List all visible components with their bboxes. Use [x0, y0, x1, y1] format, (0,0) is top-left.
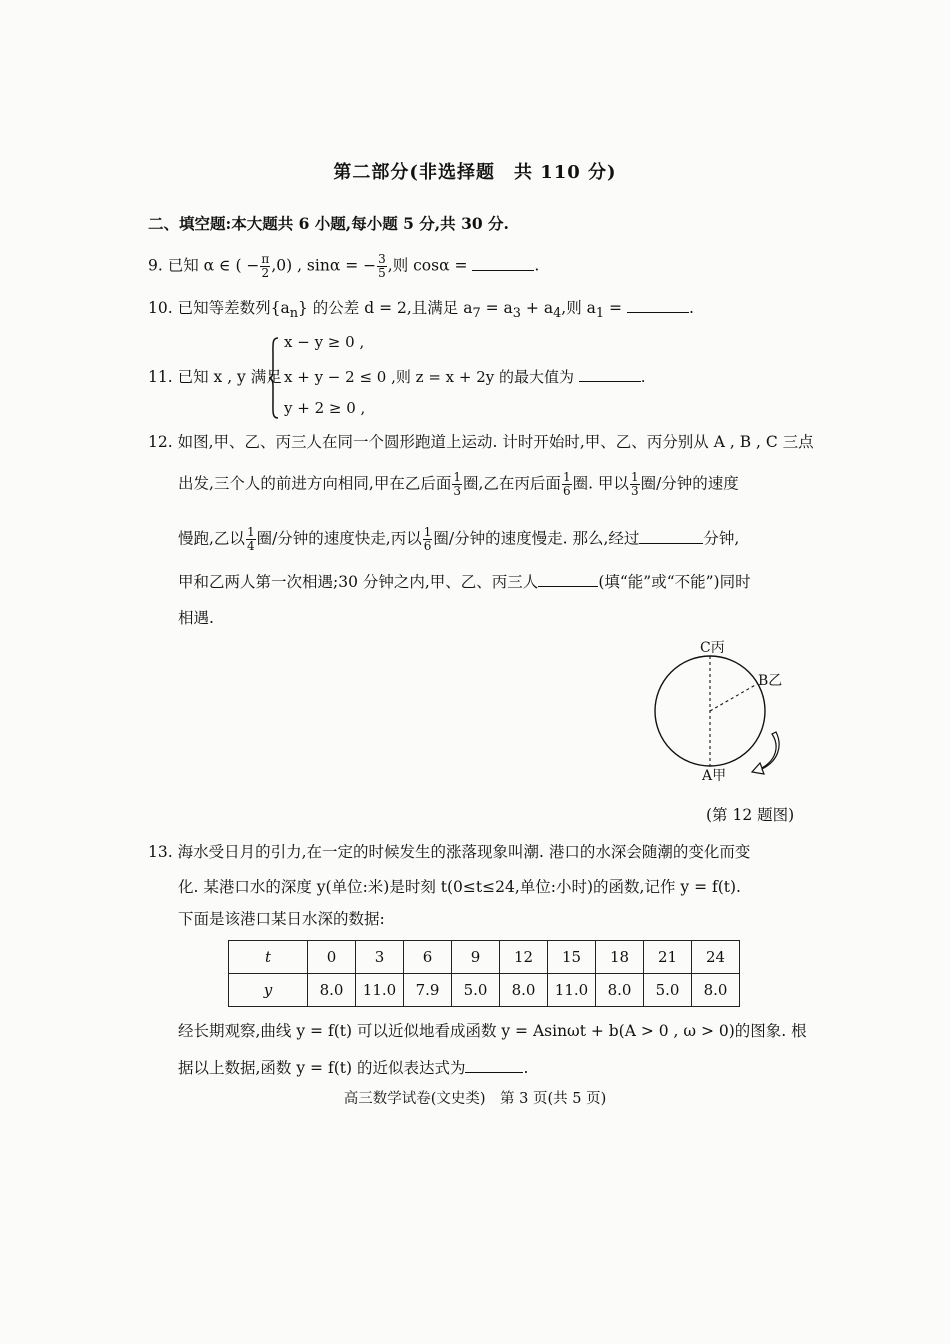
- q12-frac-1-3: $\frac{1}{3}$: [453, 470, 461, 498]
- table-cell: 18: [596, 941, 644, 974]
- q11-end: .: [640, 368, 646, 386]
- q11-brace: [268, 336, 280, 420]
- q12-text-4a: 甲和乙两人第一次相遇;30 分钟之内,甲、乙、丙三人: [178, 573, 539, 591]
- q9-text-1: 已知 α ∈ ( −: [167, 256, 260, 275]
- q10-number: 10.: [148, 299, 173, 317]
- q12-text-3a: 慢跑,乙以: [178, 529, 245, 548]
- q13-text-5: 据以上数据,函数 y = f(t) 的近似表达式为: [178, 1059, 466, 1077]
- q10-text-3: = a: [480, 299, 513, 317]
- direction-arrow-icon: [752, 732, 779, 774]
- q13-line-3: 下面是该港口某日水深的数据:: [178, 910, 385, 928]
- q11-constraint-2: [284, 366, 646, 387]
- q13-line-5: [178, 1057, 528, 1079]
- page-footer: 高三数学试卷(文史类) 第 3 页(共 5 页): [343, 1091, 607, 1107]
- q12-answer-blank-1[interactable]: [639, 529, 703, 544]
- table-row-t: [229, 941, 740, 974]
- q12-text-3d: 分钟,: [703, 529, 740, 548]
- table-cell: 5.0: [644, 974, 692, 1007]
- fig-label-c: C丙: [700, 640, 725, 656]
- q12-text-2c: 圈. 甲以: [572, 474, 629, 493]
- q12-text-2d: 圈/分钟的速度: [640, 474, 739, 493]
- table-cell: 8.0: [308, 974, 356, 1007]
- q9-frac-pi-over-2: $\frac{\pi}{2}$: [261, 252, 270, 280]
- table-cell: 7.9: [404, 974, 452, 1007]
- q9-frac-3-over-5: $\frac{3}{5}$: [378, 252, 386, 280]
- q9-text-3: ,则 cosα =: [387, 256, 468, 275]
- q10-answer-blank[interactable]: [627, 298, 689, 313]
- q13-number: 13.: [148, 843, 173, 861]
- q13-answer-blank[interactable]: [465, 1058, 523, 1073]
- table-cell: 0: [308, 941, 356, 974]
- q10-text-4: + a: [520, 299, 554, 317]
- q12-number: 12.: [148, 433, 173, 451]
- q10-text-1: 已知等差数列{a: [177, 299, 290, 317]
- q12-text-3c: 圈/分钟的速度慢走. 那么,经过: [433, 529, 640, 548]
- q10-sub-1: 1: [595, 306, 605, 322]
- q12-frac-1-4: $\frac{1}{4}$: [246, 525, 255, 553]
- q12-text-2b: 圈,乙在丙后面: [463, 474, 561, 493]
- q11-constraint-3: y + 2 ≥ 0 ,: [284, 399, 366, 417]
- table-cell: 21: [644, 941, 692, 974]
- q12-frac-1-3-b: $\frac{1}{3}$: [630, 470, 639, 498]
- table-cell: 15: [548, 941, 596, 974]
- table-row-y: [229, 974, 740, 1007]
- table-cell: 6: [404, 941, 452, 974]
- q10-sub-n: n: [289, 306, 299, 322]
- q10-text-2: } 的公差 d = 2,且满足 a: [298, 299, 473, 317]
- table-cell: 5.0: [452, 974, 500, 1007]
- tide-data-table: [228, 940, 740, 1007]
- q12-line-5: 相遇.: [178, 609, 214, 627]
- q9-answer-blank[interactable]: [472, 256, 534, 271]
- q11-constraint-2-text: x + y − 2 ≤ 0 ,: [284, 368, 396, 386]
- radius-to-b-dashed: [710, 684, 757, 711]
- q13-line-2: 化. 某港口水的深度 y(单位:米)是时刻 t(0≤t≤24,单位:小时)的函数,记作 y = f(t).: [178, 878, 741, 896]
- q12-frac-1-6: $\frac{1}{6}$: [562, 470, 571, 498]
- question-10: [148, 297, 694, 325]
- q10-text-5: ,则 a: [561, 299, 596, 317]
- q11-question-text: 则 z = x + 2y 的最大值为: [395, 368, 575, 386]
- q12-text-1: 如图,甲、乙、丙三人在同一个圆形跑道上运动. 计时开始时,甲、乙、丙分别从 A , B , C 三点: [177, 433, 814, 451]
- q12-line-2: [178, 471, 739, 498]
- q13-line-4: 经长期观察,曲线 y = f(t) 可以近似地看成函数 y = Asinωt + b(A > 0 , ω > 0)的图象. 根: [178, 1022, 807, 1040]
- page-title: 第二部分(非选择题 共 110 分): [333, 162, 617, 183]
- q12-figure-circle-track: [650, 636, 800, 786]
- q12-figure-caption: (第 12 题图): [706, 806, 795, 824]
- q13-end: .: [523, 1059, 529, 1077]
- fig-label-a: A甲: [702, 768, 727, 784]
- q9-text-2: ,0) , sinα = −: [271, 256, 377, 275]
- q9-number: 9.: [148, 256, 163, 275]
- table-cell: 3: [356, 941, 404, 974]
- q12-text-3b: 圈/分钟的速度快走,丙以: [256, 529, 422, 548]
- table-cell: 8.0: [692, 974, 740, 1007]
- q11-answer-blank[interactable]: [579, 367, 641, 382]
- q12-text-4b: (填“能”或“不能”)同时: [598, 573, 751, 591]
- table-cell: 12: [500, 941, 548, 974]
- q12-text-2a: 出发,三个人的前进方向相同,甲在乙后面: [178, 474, 452, 493]
- q11-lead-text: 已知 x , y 满足: [177, 368, 282, 386]
- table-cell: 9: [452, 941, 500, 974]
- table-cell: 8.0: [500, 974, 548, 1007]
- table-cell: 11.0: [356, 974, 404, 1007]
- question-9: [148, 253, 539, 280]
- q11-number: 11.: [148, 368, 173, 386]
- q12-frac-1-6-b: $\frac{1}{6}$: [423, 525, 432, 553]
- fig-label-b: B乙: [758, 673, 783, 689]
- q12-answer-blank-2[interactable]: [538, 572, 598, 587]
- q10-end: .: [688, 299, 694, 317]
- q11-lead: [148, 366, 282, 388]
- table-cell: 11.0: [548, 974, 596, 1007]
- q9-end: .: [534, 256, 540, 275]
- table-cell: 24: [692, 941, 740, 974]
- q11-constraint-1: x − y ≥ 0 ,: [284, 333, 365, 351]
- q10-sub-7: 7: [472, 306, 481, 322]
- table-cell: 8.0: [596, 974, 644, 1007]
- table-header-y: y: [229, 974, 308, 1007]
- table-header-t: t: [229, 941, 308, 974]
- q10-text-6: =: [604, 299, 623, 317]
- q12-line-4: [178, 571, 751, 593]
- q12-line-1: [148, 431, 814, 453]
- q13-line-1: [148, 841, 750, 863]
- section-heading: 二、填空题:本大题共 6 小题,每小题 5 分,共 30 分.: [148, 214, 509, 233]
- q13-text-1: 海水受日月的引力,在一定的时候发生的涨落现象叫潮. 港口的水深会随潮的变化而变: [177, 843, 751, 861]
- q12-line-3: [178, 526, 739, 553]
- q10-sub-4: 4: [553, 306, 562, 322]
- q10-sub-3: 3: [512, 306, 521, 322]
